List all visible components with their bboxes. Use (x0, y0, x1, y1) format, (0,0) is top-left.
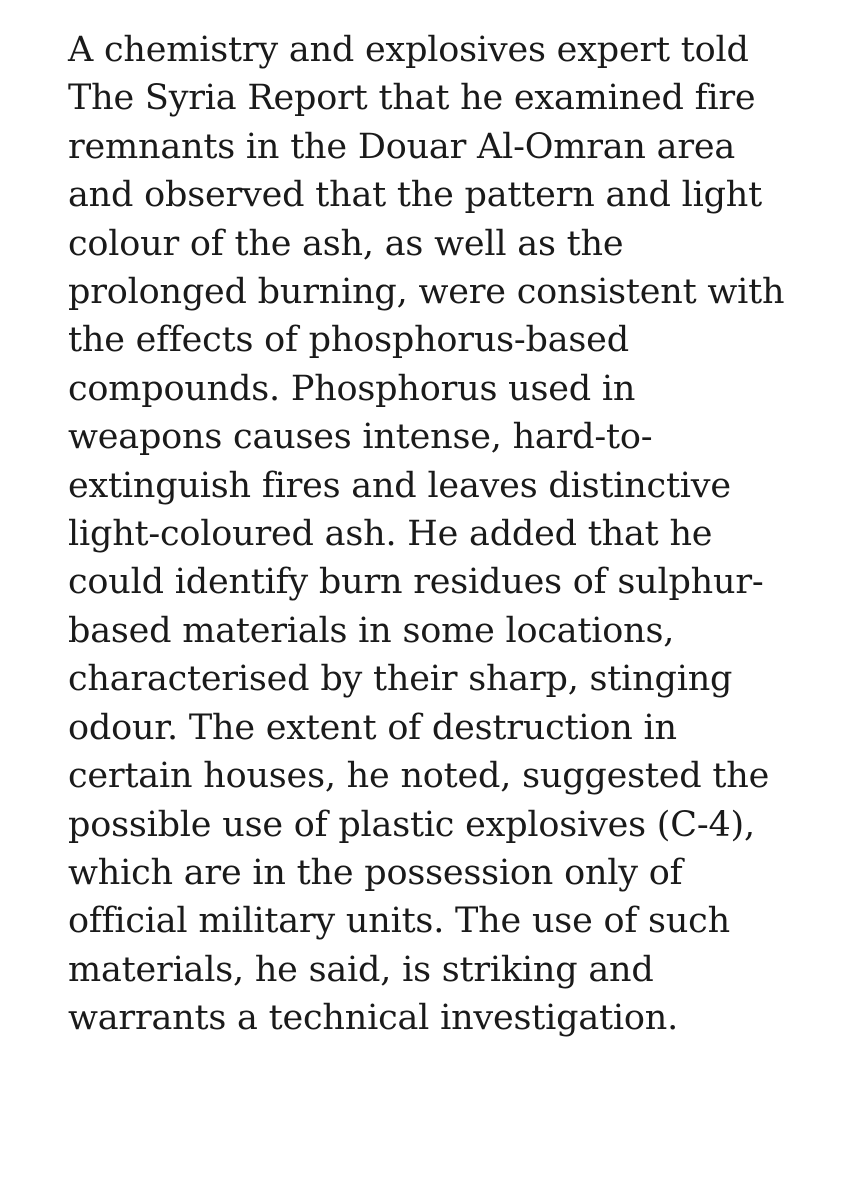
paragraph-line-12: could identify burn residues of sulphur- (68, 562, 764, 603)
paragraph-line-6: prolonged burning, were consistent with (68, 272, 785, 313)
paragraph-line-16: certain houses, he noted, suggested the (68, 756, 770, 797)
paragraph-line-21: warrants a technical investigation. (68, 998, 678, 1039)
paragraph-line-4: and observed that the pattern and light (68, 175, 762, 216)
paragraph-line-8: compounds. Phosphorus used in (68, 368, 636, 409)
paragraph-line-1: A chemistry and explosives expert told (68, 30, 749, 70)
article-paragraph (68, 26, 826, 1043)
paragraph-line-2: The Syria Report that he examined fire (68, 78, 756, 119)
paragraph-line-10: extinguish fires and leaves distinctive (68, 465, 731, 506)
paragraph-line-11: light-coloured ash. He added that he (68, 514, 713, 555)
paragraph-line-3: remnants in the Douar Al-Omran area (68, 126, 736, 167)
paragraph-line-19: official military units. The use of such (68, 901, 730, 942)
paragraph-line-20: materials, he said, is striking and (68, 949, 654, 990)
paragraph-line-7: the effects of phosphorus-based (68, 320, 629, 361)
paragraph-line-9: weapons causes intense, hard-to- (68, 417, 653, 458)
paragraph-line-14: characterised by their sharp, stinging (68, 659, 733, 700)
paragraph-line-18: which are in the possession only of (68, 852, 683, 893)
paragraph-line-13: based materials in some locations, (68, 610, 675, 651)
paragraph-line-15: odour. The extent of destruction in (68, 707, 677, 748)
paragraph-line-5: colour of the ash, as well as the (68, 223, 624, 264)
paragraph-line-17: possible use of plastic explosives (C-4), (68, 804, 755, 845)
